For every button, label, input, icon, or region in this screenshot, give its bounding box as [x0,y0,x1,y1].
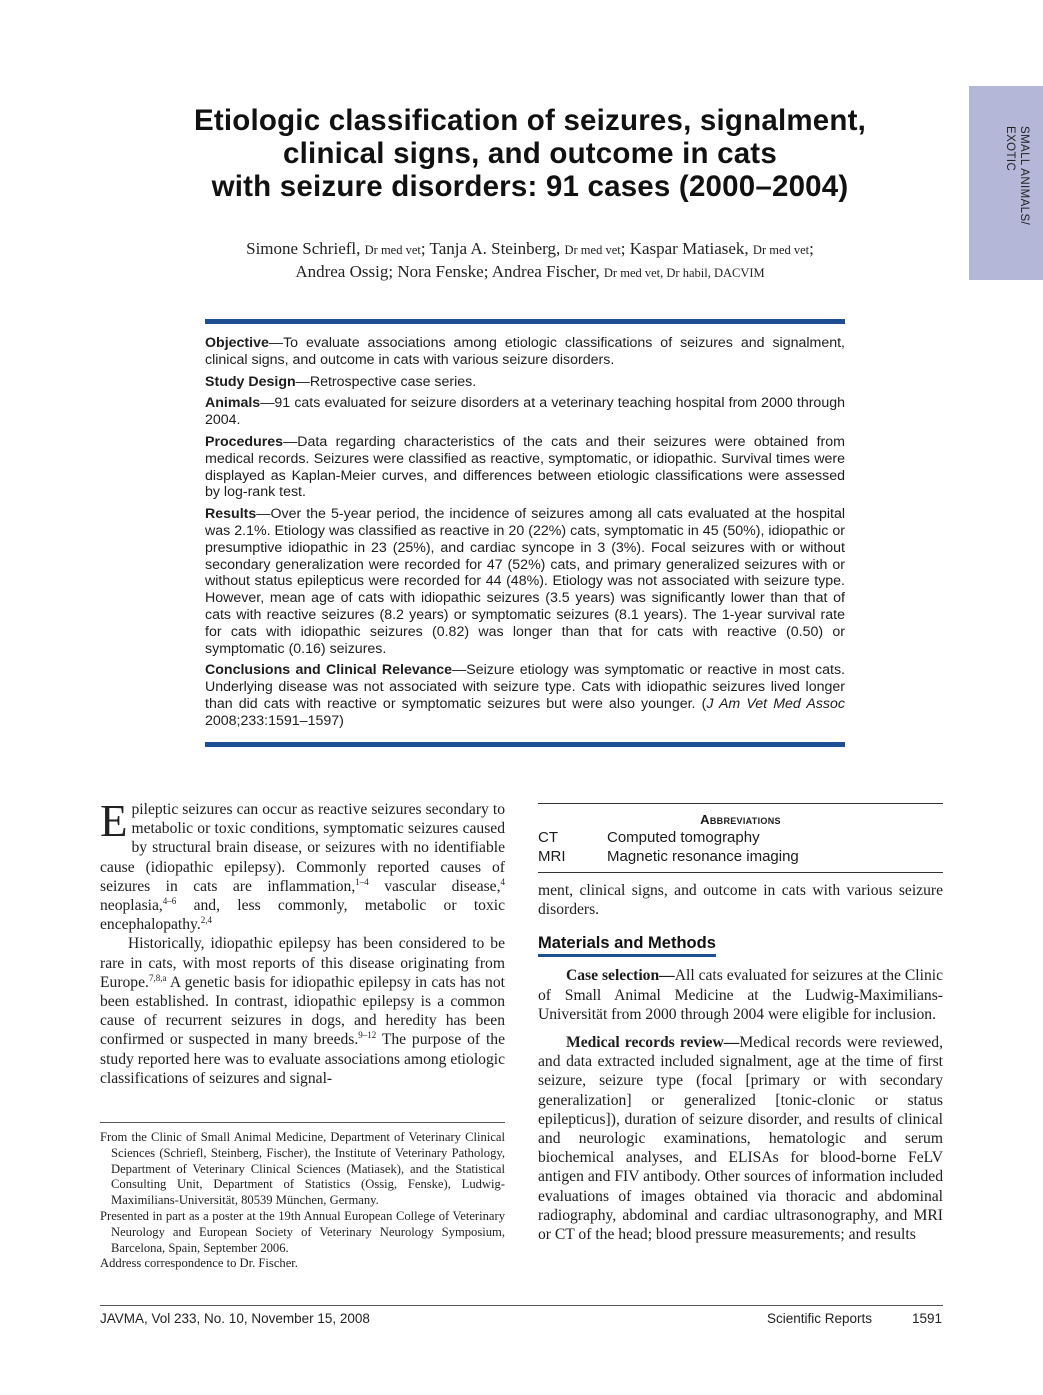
abstract-results-text: —Over the 5-year period, the incidence of seizures among all cats evaluated at the hospital was 2.1%. Etiology was classified as reactive in 20 (22%) cats, symptomatic in 45 (50%), idiopathic or presumptive idiopathic in 23 (25%), and cardiac syncope in 3 (3%). Focal seizures with or without secondary generalization were recorded for 47 (52%) cats, and primary generalized seizures with or without status epilepticus were recorded for 44 (48%). Etiology was not associated with seizure type. However, mean age of cats with idiopathic seizures (3.5 years) was significantly lower than that of cats with reactive seizures (8.2 years) or symptomatic seizures (8.1 years). The 1-year survival rate for cats with idiopathic seizures (0.82) was longer than that for cats with reactive (0.50) or symptomatic (0.16) seizures. [205,506,845,657]
author-name: Kaspar Matiasek, [629,239,749,258]
run-in-heading: Case selection— [566,967,675,985]
abstract-objective-label: Objective [205,335,269,351]
title-line-1: Etiologic classification of seizures, signalment, [193,104,867,137]
intro-continuation: ment, clinical signs, and outcome in cats with various seizure disorders. [538,882,943,919]
author-name: Simone Schriefl, [246,239,361,258]
intro-text: The purpose of the study reported here was to evaluate associations among etiologic classifications of seizures and signal- [100,1031,505,1087]
abstract-results-label: Results [205,506,257,523]
side-tab-label [991,126,1031,225]
affiliation-footnote: From the Clinic of Small Animal Medicine, Department of Veterinary Clinical Sciences (Schriefl, Steinberg, Fischer), the Institute of Veterinary Pathology, Department of Veterinary Clinical Sciences (Matiasek), and the Statistical Consulting Unit, Department of Statistics (Ossig, Fenske), Ludwig-Maximilians-Universität, 80539 München, Germany. [100,1130,505,1208]
intro-paragraph-2 [100,934,505,1088]
abstract-procedures [205,434,845,501]
abstract-procedures-text: —Data regarding characteristics of the cats and their seizures were obtained from medical records. Seizures were classified as reactive, symptomatic, or idiopathic. Survival times were displayed as Kaplan-Meier curves, and differences between etiologic classifications were assessed by log-rank test. [205,433,845,501]
abstract-animals-text: —91 cats evaluated for seizure disorders at a veterinary teaching hospital from 2000 through 2004. [205,395,845,429]
footer-section: Scientific Reports [767,1311,873,1326]
intro-text: Historically, idiopathic epilepsy has been considered to be rare in cats, with most reports of this disease originating from Europe. [100,935,505,991]
right-column [538,803,943,1244]
reference-superscript: 4 [500,876,505,887]
article-title [100,104,960,203]
abstract-procedures-label: Procedures [205,433,284,450]
footer-rule [100,1305,943,1306]
left-column [100,796,505,1088]
correspondence-footnote: Address correspondence to Dr. Fischer. [100,1256,298,1271]
abstract-design [205,374,845,391]
intro-text: A genetic basis for idiopathic epilepsy in cats has not been established. In contrast, idiopathic epilepsy is a common cause of recurrent seizures in dogs, and heredity has been confirmed or suspected in many breeds. [100,973,505,1049]
abstract-design-label: Study Design [205,373,296,390]
intro-text: neoplasia, [100,897,163,915]
footnote-rule [100,1122,505,1123]
title-line-3: with seizure disorders: 91 cases (2000–2004) [211,170,849,203]
abbreviation-value: Magnetic resonance imaging [607,847,799,865]
intro-text: pileptic seizures can occur as reactive seizures secondary to metabolic or toxic conditions, symptomatic seizures caused by structural brain disease, or seizures with no identifiable cause (idiopathic epilepsy). Commonly reported causes of seizures in cats are inflammation, [100,801,505,895]
author-name: Andrea Fischer, [491,262,600,281]
abstract-objective [205,335,845,369]
reference-superscript: 1–4 [355,876,369,887]
abbreviation-key: MRI [538,847,566,865]
citation-details: 2008;233:1591–1597) [205,712,344,729]
abbreviation-row [538,829,943,848]
abstract-conclusions [205,662,845,729]
abstract-animals [205,395,845,429]
records-review-paragraph [538,1033,943,1244]
page-number: 1591 [912,1311,943,1326]
author-name: Andrea Ossig; [295,262,394,281]
footer-journal: JAVMA, Vol 233, No. 10, November 15, 2008 [100,1311,370,1326]
author-name: Nora Fenske; [397,262,489,281]
abstract-objective-text: —To evaluate associations among etiologic classifications of seizures and signalment, clinical signs, and outcome in cats with various seizure disorders. [205,335,845,368]
author-degree: Dr med vet [364,243,421,257]
run-in-heading: Medical records review— [566,1034,740,1052]
abstract-bottom-rule [205,742,845,747]
intro-text: and, less commonly, metabolic or toxic encephalopathy. [100,897,505,934]
intro-text: vascular disease, [368,877,501,895]
abbreviations-title: Abbreviations [700,812,781,827]
author-name: Tanja A. Steinberg, [429,239,561,258]
abbreviations-box [538,803,943,873]
reference-superscript: 4–6 [162,895,177,906]
section-side-tab [969,86,1043,280]
intro-paragraph-1 [100,796,505,934]
side-tab-line-1: SMALL ANIMALS/ [1018,126,1030,226]
author-line-1: Simone Schriefl, Dr med vet; Tanja A. Steinberg, Dr med vet; Kaspar Matiasek, Dr med vet; [246,239,814,258]
abstract-box [205,319,845,747]
drop-cap: E [100,796,128,846]
reference-superscript: 7,8,a [148,972,167,983]
title-line-2: clinical signs, and outcome in cats [283,137,777,170]
abstract-design-text: —Retrospective case series. [295,373,477,390]
abbreviation-value: Computed tomography [607,829,760,846]
abstract-conclusions-label: Conclusions and Clinical Relevance [205,662,453,679]
presentation-footnote: Presented in part as a poster at the 19th Annual European College of Veterinary Neurology and European Society of Veterinary Neurology Symposium, Barcelona, Spain, September 2006. [100,1208,505,1255]
case-selection-paragraph [538,966,943,1024]
reference-superscript: 2,4 [200,915,212,926]
paragraph-text: Medical records were reviewed, and data extracted included signalment, age at the time of first seizure, seizure type (focal [primary or with secondary generalization] or generalized [tonic-clonic or status epilepticus]), duration of seizure disorder, and results of clinical and neurologic examinations, hematologic and serum biochemical analyses, and ELISAs for blood-borne FeLV antigen and FIV antibody. Other sources of information included evaluations of images obtained via thoracic and abdominal radiography, abdominal and cardiac ultrasonography, and MRI or CT of the head; blood pressure measurements; and results [538,1034,943,1244]
reference-superscript: 9–12 [358,1030,377,1041]
side-tab-line-2: EXOTIC [1004,126,1016,172]
author-degree: Dr med vet [752,243,810,257]
abstract-conclusions-text: —Seizure etiology was symptomatic or reactive in most cats. Underlying disease was not associated with seizure type. Cats with idiopathic seizures lived longer than did cats with reactive or symptomatic seizures but were also younger. ( [205,662,845,712]
footnotes [100,1130,505,1272]
author-list [100,238,960,284]
abstract-animals-label: Animals [205,395,261,412]
author-degree: Dr med vet [564,243,621,257]
abbreviation-key: CT [538,829,558,846]
author-degree: Dr med vet, Dr habil, DACVIM [603,266,765,280]
author-line-2 [100,261,960,284]
abstract-results [205,506,845,657]
abbreviation-row [538,848,943,867]
paragraph-text: All cats evaluated for seizures at the Clinic of Small Animal Medicine at the Ludwig-Maximilians-Universität from 2000 through 2004 were eligible for inclusion. [538,967,943,1023]
section-heading: Materials and Methods [538,934,716,957]
citation-journal: J Am Vet Med Assoc [706,695,846,712]
